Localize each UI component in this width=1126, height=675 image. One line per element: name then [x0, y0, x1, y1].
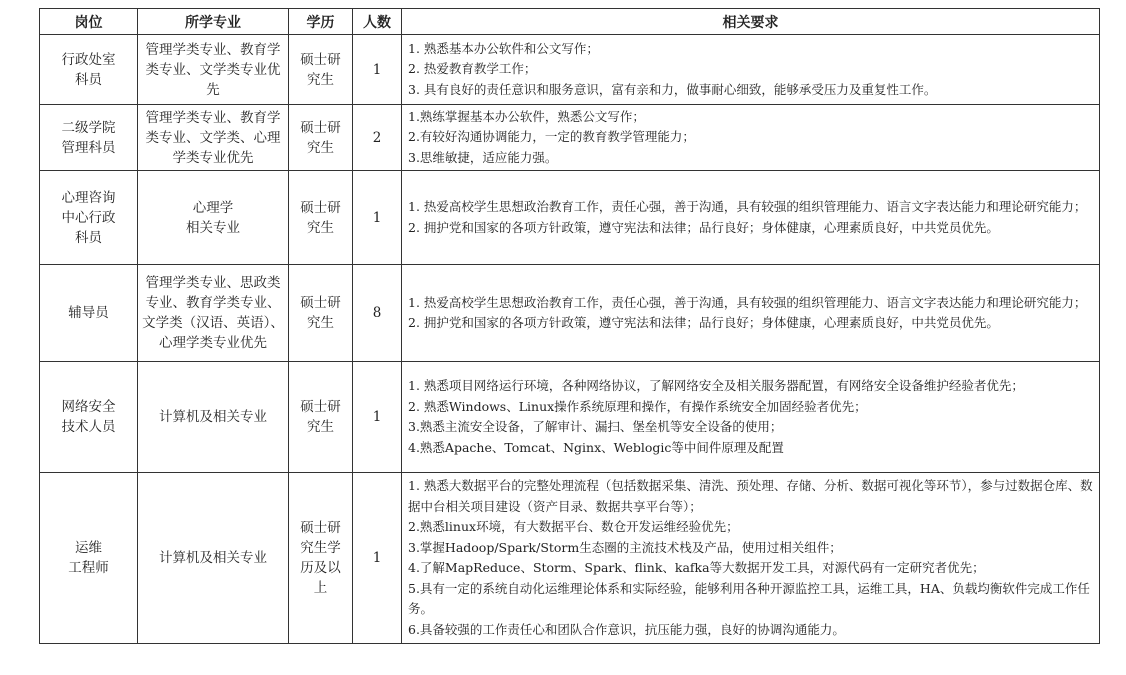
count-cell	[353, 265, 402, 362]
requirement-line: 1. 熟悉大数据平台的完整处理流程（包括数据采集、清洗、预处理、存储、分析、数据可视化等环节），参与过数据仓库、数据中台相关项目建设（资产目录、数据共享平台等）；	[408, 478, 1093, 514]
education-cell-text: 硕士研 究生	[300, 399, 341, 435]
requirement-line: 3.掌握Hadoop/Spark/Storm生态圈的主流技术栈及产品，使用过相关组件；	[408, 539, 842, 555]
count-cell	[353, 362, 402, 473]
education-cell-text: 硕士研 究生	[300, 199, 341, 236]
education-cell	[289, 171, 353, 265]
count-cell-text: 1	[372, 209, 382, 226]
requirement-line: 2.有较好沟通协调能力，一定的教育教学管理能力；	[408, 129, 695, 145]
position-cell	[40, 362, 138, 473]
header-requirements: 相关要求	[402, 9, 1100, 35]
major-cell-text: 管理学类专业、教育学类专业、文学类专业优先	[145, 41, 281, 98]
requirement-line: 5.具有一定的系统自动化运维理论体系和实际经验，能够利用各种开源监控工具，运维工具，HA、负载均衡软件完成工作任务。	[408, 580, 1090, 616]
requirement-line: 2. 拥护党和国家的各项方针政策，遵守宪法和法律；品行良好；身体健康，心理素质良好，中共党员优先。	[408, 315, 999, 330]
position-cell	[40, 473, 138, 644]
requirements-cell	[402, 362, 1100, 473]
table-row	[40, 473, 1100, 644]
education-cell	[289, 473, 353, 644]
major-cell-text: 计算机及相关专业	[159, 550, 267, 566]
education-cell	[289, 105, 353, 171]
education-cell	[289, 35, 353, 105]
major-cell	[138, 35, 289, 105]
job-requirements-table	[39, 8, 1100, 644]
count-cell	[353, 105, 402, 171]
position-cell-text: 网络安全 技术人员	[61, 399, 116, 435]
requirement-line: 1.熟练掌握基本办公软件，熟悉公文写作；	[408, 108, 645, 124]
requirement-line: 4.熟悉Apache、Tomcat、Nginx、Weblogic等中间件原理及配置	[408, 439, 784, 455]
major-cell	[138, 105, 289, 171]
position-cell	[40, 35, 138, 105]
requirements-cell	[402, 265, 1100, 362]
table-row	[40, 171, 1100, 265]
table-row	[40, 105, 1100, 171]
header-position: 岗位	[40, 9, 138, 35]
requirement-line: 2.熟悉linux环境，有大数据平台、数仓开发运维经验优先；	[408, 519, 739, 534]
position-cell-text: 运维 工程师	[68, 540, 109, 576]
requirement-line: 2. 熟悉Windows、Linux操作系统原理和操作，有操作系统安全加固经验者优先；	[408, 398, 867, 414]
position-cell-text: 二级学院 管理科员	[61, 119, 116, 156]
requirement-line: 3.思维敏捷，适应能力强。	[408, 149, 558, 165]
position-cell-text: 行政处室 科员	[61, 51, 116, 88]
requirements-cell	[402, 171, 1100, 265]
education-cell	[289, 362, 353, 473]
major-cell-text: 计算机及相关专业	[159, 409, 267, 425]
count-cell	[353, 473, 402, 644]
education-cell-text: 硕士研 究生	[300, 51, 341, 88]
table-row	[40, 35, 1100, 105]
position-cell	[40, 105, 138, 171]
requirement-line: 1. 熟悉项目网络运行环境，各种网络协议，了解网络安全及相关服务器配置，有网络安全设备维护经验者优先；	[408, 378, 1024, 393]
major-cell	[138, 171, 289, 265]
requirements-cell	[402, 473, 1100, 644]
count-cell-text: 8	[372, 305, 382, 321]
major-cell	[138, 473, 289, 644]
education-cell	[289, 265, 353, 362]
table-row	[40, 362, 1100, 473]
position-cell-text: 辅导员	[68, 305, 109, 321]
requirement-line: 1. 热爱高校学生思想政治教育工作，责任心强，善于沟通，具有较强的组织管理能力、语言文字表达能力和理论研究能力；	[408, 294, 1087, 310]
position-cell-text: 心理咨询 中心行政 科员	[61, 189, 116, 246]
header-education: 学历	[289, 9, 353, 35]
education-cell-text: 硕士研 究生	[300, 119, 341, 156]
requirement-line: 1. 熟悉基本办公软件和公文写作；	[408, 40, 599, 56]
position-cell	[40, 171, 138, 265]
count-cell-text: 1	[372, 409, 382, 425]
requirement-line: 2. 拥护党和国家的各项方针政策，遵守宪法和法律；品行良好；身体健康，心理素质良好，中共党员优先。	[408, 219, 999, 235]
count-cell-text: 1	[372, 550, 382, 566]
major-cell	[138, 362, 289, 473]
major-cell	[138, 265, 289, 362]
count-cell-text: 1	[372, 61, 382, 78]
requirement-line: 3. 具有良好的责任意识和服务意识，富有亲和力，做事耐心细致，能够承受压力及重复性工作。	[408, 81, 937, 97]
major-cell-text: 心理学 相关专业	[186, 199, 240, 236]
education-cell-text: 硕士研 究生学 历及以 上	[300, 520, 341, 596]
education-cell-text: 硕士研 究生	[300, 295, 341, 331]
header-major: 所学专业	[138, 9, 289, 35]
requirements-cell	[402, 105, 1100, 171]
major-cell-text: 管理学类专业、思政类专业、教育学类专业、文学类（汉语、英语）、心理学类专业优先	[142, 275, 284, 351]
requirement-line: 4.了解MapReduce、Storm、Spark、flink、kafka等大数据开发工具，对源代码有一定研究者优先；	[408, 560, 985, 575]
header-count: 人数	[353, 9, 402, 35]
requirement-line: 2. 热爱教育教学工作；	[408, 61, 537, 77]
job-table-container	[39, 8, 1099, 644]
table-header-row	[40, 9, 1100, 35]
requirement-line: 1. 热爱高校学生思想政治教育工作，责任心强，善于沟通，具有较强的组织管理能力、语言文字表达能力和理论研究能力；	[408, 199, 1087, 214]
major-cell-text: 管理学类专业、教育学类专业、文学类、心理学类专业优先	[145, 109, 281, 166]
table-row	[40, 265, 1100, 362]
requirements-cell	[402, 35, 1100, 105]
requirement-line: 6.具备较强的工作责任心和团队合作意识，抗压能力强，良好的协调沟通能力。	[408, 621, 845, 637]
requirement-line: 3.熟悉主流安全设备，了解审计、漏扫、堡垒机等安全设备的使用；	[408, 419, 783, 434]
count-cell-text: 2	[372, 129, 382, 146]
position-cell	[40, 265, 138, 362]
count-cell	[353, 171, 402, 265]
count-cell	[353, 35, 402, 105]
